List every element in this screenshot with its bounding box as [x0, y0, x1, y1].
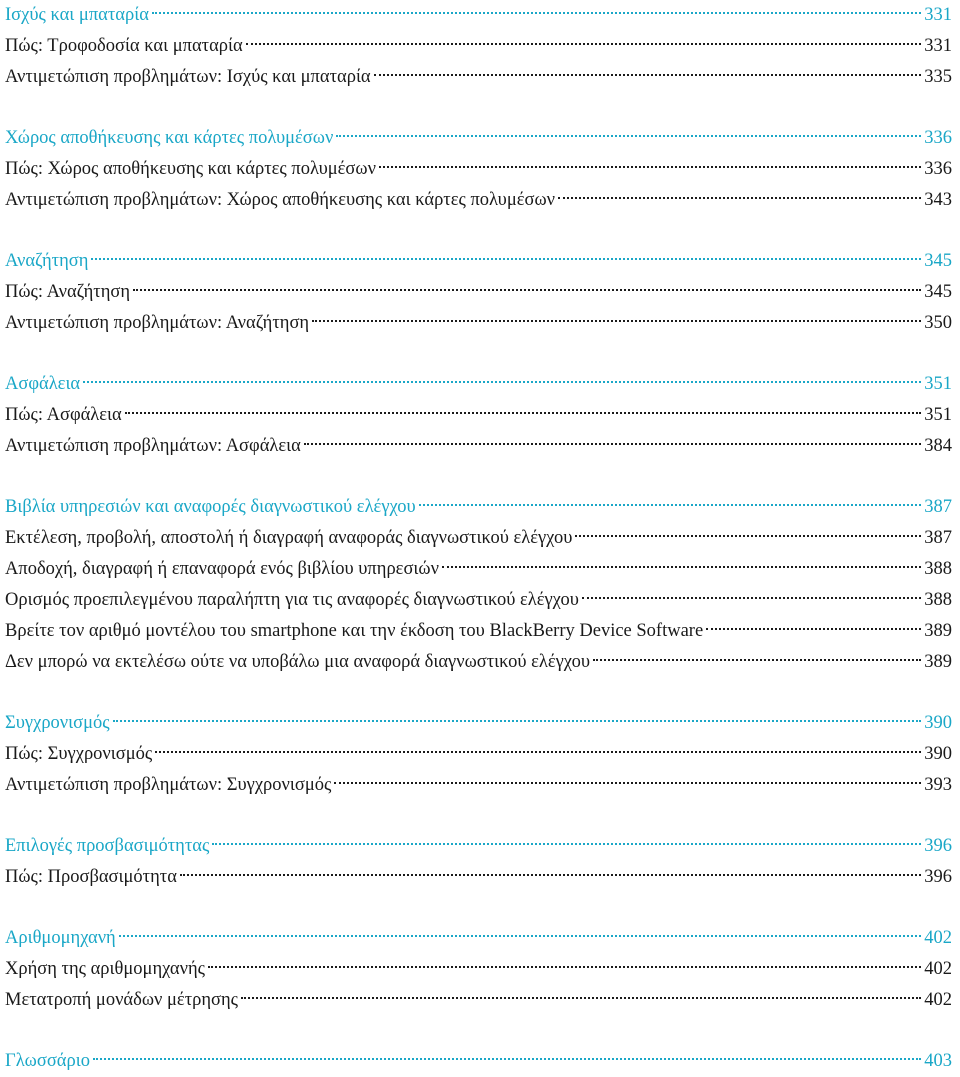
toc-entry[interactable] [0, 308, 960, 339]
toc-entry-label: Εκτέλεση, προβολή, αποστολή ή διαγραφή αναφοράς διαγνωστικού ελέγχου [5, 528, 573, 548]
toc-page-number: 393 [924, 775, 952, 795]
toc-entry-label: Αριθμομηχανή [5, 928, 116, 948]
toc-section [0, 831, 960, 893]
toc-entry-label: Βιβλία υπηρεσιών και αναφορές διαγνωστικού ελέγχου [5, 497, 416, 517]
toc-page-number: 388 [924, 590, 952, 610]
toc-entry[interactable] [0, 554, 960, 585]
toc-entry-label: Αντιμετώπιση προβλημάτων: Αναζήτηση [5, 313, 310, 333]
dot-leader [91, 258, 921, 260]
toc-section [0, 923, 960, 1016]
dot-leader [93, 1058, 921, 1060]
dot-leader [113, 720, 922, 722]
dot-leader [155, 751, 921, 753]
toc-entry[interactable] [0, 62, 960, 93]
toc-page-number: 331 [924, 36, 952, 56]
toc-section [0, 1046, 960, 1077]
toc-entry[interactable] [0, 277, 960, 308]
toc-entry-label: Αντιμετώπιση προβλημάτων: Χώρος αποθήκευσης και κάρτες πολυμέσων [5, 190, 556, 210]
toc-entry-label: Πώς: Ασφάλεια [5, 405, 122, 425]
toc-entry-label: Χρήση της αριθμομηχανής [5, 959, 205, 979]
toc-section-heading[interactable] [0, 0, 960, 31]
toc-page-number: 336 [924, 159, 952, 179]
toc-page-number: 396 [924, 836, 952, 856]
toc-entry[interactable] [0, 154, 960, 185]
toc-entry[interactable] [0, 185, 960, 216]
toc-entry[interactable] [0, 954, 960, 985]
toc-section-heading[interactable] [0, 831, 960, 862]
dot-leader [419, 504, 922, 506]
dot-leader [212, 843, 921, 845]
toc-entry-label: Πώς: Τροφοδοσία και μπαταρία [5, 36, 243, 56]
toc-page-number: 351 [924, 405, 952, 425]
dot-leader [125, 412, 922, 414]
toc-page-number: 402 [924, 928, 952, 948]
dot-leader [336, 135, 921, 137]
toc-entry-label: Αντιμετώπιση προβλημάτων: Συγχρονισμός [5, 775, 332, 795]
toc-page-number: 343 [924, 190, 952, 210]
toc-page-number: 387 [924, 528, 952, 548]
toc-page-number: 402 [924, 990, 952, 1010]
toc-entry[interactable] [0, 31, 960, 62]
toc-section [0, 0, 960, 93]
dot-leader [152, 12, 921, 14]
toc-section [0, 123, 960, 216]
toc-entry-label: Χώρος αποθήκευσης και κάρτες πολυμέσων [5, 128, 334, 148]
toc-section [0, 708, 960, 801]
toc-page-number: 403 [924, 1051, 952, 1071]
toc-entry-label: Αποδοχή, διαγραφή ή επαναφορά ενός βιβλίου υπηρεσιών [5, 559, 439, 579]
toc-section [0, 492, 960, 678]
toc-page-number: 389 [924, 621, 952, 641]
toc-entry[interactable] [0, 739, 960, 770]
toc-entry-label: Ασφάλεια [5, 374, 81, 394]
toc-page-number: 331 [924, 5, 952, 25]
toc-entry-label: Ισχύς και μπαταρία [5, 5, 149, 25]
toc-page-number: 345 [924, 251, 952, 271]
toc-entry[interactable] [0, 862, 960, 893]
toc-entry[interactable] [0, 985, 960, 1016]
toc-section [0, 369, 960, 462]
toc-page-number: 389 [924, 652, 952, 672]
dot-leader [706, 628, 921, 630]
toc-page-number: 350 [924, 313, 952, 333]
toc-section-heading[interactable] [0, 708, 960, 739]
toc-page-number: 388 [924, 559, 952, 579]
toc-entry-label: Αντιμετώπιση προβλημάτων: Ισχύς και μπαταρία [5, 67, 371, 87]
toc-section-heading[interactable] [0, 1046, 960, 1077]
dot-leader [312, 320, 921, 322]
dot-leader [208, 966, 921, 968]
dot-leader [593, 659, 921, 661]
toc-entry[interactable] [0, 523, 960, 554]
dot-leader [442, 566, 921, 568]
toc-entry[interactable] [0, 400, 960, 431]
dot-leader [83, 381, 921, 383]
toc-section-heading[interactable] [0, 246, 960, 277]
toc-page-number: 351 [924, 374, 952, 394]
dot-leader [180, 874, 921, 876]
toc-page-number: 387 [924, 497, 952, 517]
toc-section [0, 246, 960, 339]
dot-leader [246, 43, 922, 45]
dot-leader [558, 197, 921, 199]
toc-section-heading[interactable] [0, 492, 960, 523]
dot-leader [582, 597, 921, 599]
toc-entry-label: Γλωσσάριο [5, 1051, 90, 1071]
toc-section-heading[interactable] [0, 923, 960, 954]
toc-entry-label: Μετατροπή μονάδων μέτρησης [5, 990, 239, 1010]
dot-leader [379, 166, 921, 168]
dot-leader [334, 782, 921, 784]
toc-entry[interactable] [0, 585, 960, 616]
dot-leader [575, 535, 921, 537]
toc-entry[interactable] [0, 647, 960, 678]
toc-entry-label: Αναζήτηση [5, 251, 89, 271]
toc-page-number: 345 [924, 282, 952, 302]
toc-section-heading[interactable] [0, 369, 960, 400]
toc-entry-label: Ορισμός προεπιλεγμένου παραλήπτη για τις αναφορές διαγνωστικού ελέγχου [5, 590, 579, 610]
dot-leader [133, 289, 921, 291]
toc-entry-label: Συγχρονισμός [5, 713, 110, 733]
toc-entry-label: Δεν μπορώ να εκτελέσω ούτε να υποβάλω μια αναφορά διαγνωστικού ελέγχου [5, 652, 591, 672]
toc-page-number: 336 [924, 128, 952, 148]
toc-entry[interactable] [0, 431, 960, 462]
toc-page-number: 390 [924, 744, 952, 764]
toc-entry-label: Πώς: Προσβασιμότητα [5, 867, 177, 887]
toc-page-number: 402 [924, 959, 952, 979]
toc-entry[interactable] [0, 616, 960, 647]
toc-entry-label: Επιλογές προσβασιμότητας [5, 836, 210, 856]
dot-leader [119, 935, 922, 937]
toc-page-number: 390 [924, 713, 952, 733]
toc-page-number: 384 [924, 436, 952, 456]
dot-leader [241, 997, 921, 999]
toc-entry-label: Αντιμετώπιση προβλημάτων: Ασφάλεια [5, 436, 301, 456]
toc-page-number: 396 [924, 867, 952, 887]
toc-entry-label: Πώς: Συγχρονισμός [5, 744, 153, 764]
dot-leader [304, 443, 921, 445]
toc-entry-label: Πώς: Χώρος αποθήκευσης και κάρτες πολυμέσων [5, 159, 376, 179]
toc-entry-label: Βρείτε τον αριθμό μοντέλου του smartphone και την έκδοση του BlackBerry Device Software [5, 621, 704, 641]
toc-page-number: 335 [924, 67, 952, 87]
toc-entry[interactable] [0, 770, 960, 801]
toc-entry-label: Πώς: Αναζήτηση [5, 282, 131, 302]
dot-leader [374, 74, 922, 76]
toc-section-heading[interactable] [0, 123, 960, 154]
